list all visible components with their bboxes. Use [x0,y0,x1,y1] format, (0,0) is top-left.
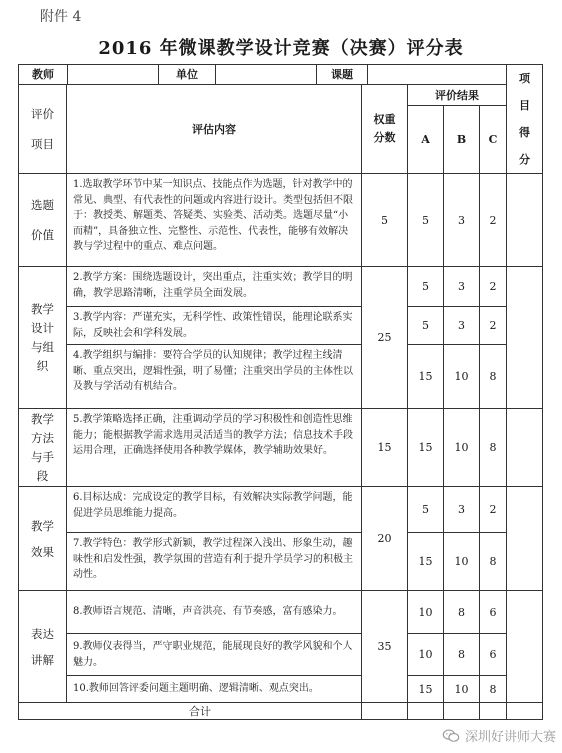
total-c-cell [480,703,507,720]
item-score-label: 项目得分 [519,72,531,166]
section-name-text: 表达讲解 [31,626,54,667]
section-name-text: 教学方法与手段 [31,411,54,483]
grade-a-value[interactable]: 10 [408,591,444,634]
grade-b-header: B [444,106,480,174]
eval-item-label: 评价项目 [31,107,54,151]
topic-label: 课题 [317,65,368,84]
total-score-cell[interactable] [507,703,543,720]
criterion-text: 7.教学特色：教学形式新颖，教学过程深入浅出、形象生动，趣味性和启发性强，教学氛围的营造有利于提升学员学习的积极主动性。 [67,533,362,591]
total-a-cell [408,703,444,720]
grade-b-value[interactable]: 10 [444,345,480,409]
table-row [19,591,543,634]
section-weight: 35 [362,591,408,703]
grade-a-header: A [408,106,444,174]
result-header: 评价结果 [408,85,507,106]
section-name [19,174,67,267]
grade-a-value[interactable]: 15 [408,676,444,703]
unit-value[interactable] [216,65,317,84]
grade-b-value[interactable]: 3 [444,267,480,307]
total-b-cell [444,703,480,720]
grade-b-value[interactable]: 8 [444,634,480,676]
total-row [19,703,543,720]
item-score-cell[interactable] [507,591,543,703]
section-weight: 15 [362,409,408,487]
grade-c-value[interactable]: 2 [480,487,507,533]
grade-a-value[interactable]: 5 [408,174,444,267]
grade-c-value[interactable]: 2 [480,174,507,267]
item-score-cell[interactable] [507,267,543,409]
grade-c-value[interactable]: 8 [480,409,507,487]
weight-label: 权重分数 [373,113,396,144]
section-name [19,591,67,703]
table-row [19,533,543,591]
grade-a-value[interactable]: 15 [408,409,444,487]
eval-content-header: 评估内容 [67,85,362,174]
grade-b-value[interactable]: 10 [444,409,480,487]
criterion-text: 9.教师仪表得当，严守职业规范，能展现良好的教学风貌和个人魅力。 [67,634,362,676]
section-name-text: 教学效果 [31,518,54,559]
grade-c-value[interactable]: 8 [480,345,507,409]
total-weight-cell [362,703,408,720]
table-row [19,174,543,267]
grade-b-value[interactable]: 8 [444,591,480,634]
criterion-text: 1.选取教学环节中某一知识点、技能点作为选题，针对教学中的常见、典型、有代表性的问题或内容进行设计。类型包括但不限于：教授类、解题类、答疑类、实验类、活动类。选题尽量“小而精”，具备独立性、完整性、示范性、代表性，能够有效解决教与学过程中的重点、难点问题。 [67,174,362,267]
section-weight: 25 [362,267,408,409]
section-name-text: 教学设计与组织 [31,301,54,373]
grade-c-value[interactable]: 6 [480,591,507,634]
grade-a-value[interactable]: 5 [408,487,444,533]
grade-a-value[interactable]: 5 [408,307,444,345]
criterion-text: 6.目标达成：完成设定的教学目标，有效解决实际教学问题，能促进学员思维能力提高。 [67,487,362,533]
grade-b-value[interactable]: 10 [444,533,480,591]
grade-c-value[interactable]: 2 [480,307,507,345]
table-row [19,267,543,307]
grade-b-value[interactable]: 3 [444,307,480,345]
section-name [19,267,67,409]
grade-b-value[interactable]: 3 [444,487,480,533]
item-score-cell[interactable] [507,409,543,487]
table-row [19,676,543,703]
grade-a-value[interactable]: 5 [408,267,444,307]
criterion-text: 8.教师语言规范、清晰，声音洪亮、有节奏感，富有感染力。 [67,591,362,634]
section-weight: 20 [362,487,408,591]
annex-label: 附件 4 [40,9,82,25]
teacher-label: 教师 [19,65,68,84]
table-row [19,409,543,487]
grade-b-value[interactable]: 3 [444,174,480,267]
grade-a-value[interactable]: 15 [408,345,444,409]
info-row [19,65,506,84]
teacher-value[interactable] [68,65,159,84]
criterion-text: 5.教学策略选择正确，注重调动学员的学习积极性和创造性思维能力；能根据教学需求选用灵活适当的教学方法；信息技术手段运用合理，正确选择使用各种教学媒体，教学辅助效果好。 [67,409,362,487]
table-row [19,345,543,409]
table-row [19,487,543,533]
section-name-text: 选题价值 [31,198,54,242]
section-name [19,487,67,591]
criterion-text: 4.教学组织与编排：要符合学员的认知规律；教学过程主线清晰、重点突出，逻辑性强，明了易懂；注重突出学员的主体性以及教与学活动有机结合。 [67,345,362,409]
criterion-text: 3.教学内容：严谨充实，无科学性、政策性错误，能理论联系实际，反映社会和学科发展。 [67,307,362,345]
grade-a-value[interactable]: 15 [408,533,444,591]
grade-c-header: C [480,106,507,174]
item-score-cell[interactable] [507,487,543,591]
item-score-cell[interactable] [507,174,543,267]
section-name [19,409,67,487]
table-row [19,307,543,345]
grade-b-value[interactable]: 10 [444,676,480,703]
criterion-text: 2.教学方案：围绕选题设计，突出重点，注重实效；教学目的明确，教学思路清晰，注重学员全面发展。 [67,267,362,307]
score-table [18,64,543,720]
unit-label: 单位 [159,65,216,84]
eval-item-header [19,85,67,174]
grade-a-value[interactable]: 10 [408,634,444,676]
item-score-header [507,65,543,174]
total-label: 合计 [19,703,362,720]
watermark-text: 深圳好讲师大赛 [464,730,556,745]
wechat-icon [442,729,460,743]
grade-c-value[interactable]: 8 [480,676,507,703]
watermark [442,726,556,745]
grade-c-value[interactable]: 8 [480,533,507,591]
topic-value[interactable] [368,65,506,84]
section-weight: 5 [362,174,408,267]
grade-c-value[interactable]: 2 [480,267,507,307]
weight-header [362,85,408,174]
page-title: 2016 年微课教学设计竞赛（决赛）评分表 [98,38,464,59]
grade-c-value[interactable]: 6 [480,634,507,676]
table-row [19,634,543,676]
criterion-text: 10.教师回答评委问题主题明确、逻辑清晰、观点突出。 [67,676,362,703]
